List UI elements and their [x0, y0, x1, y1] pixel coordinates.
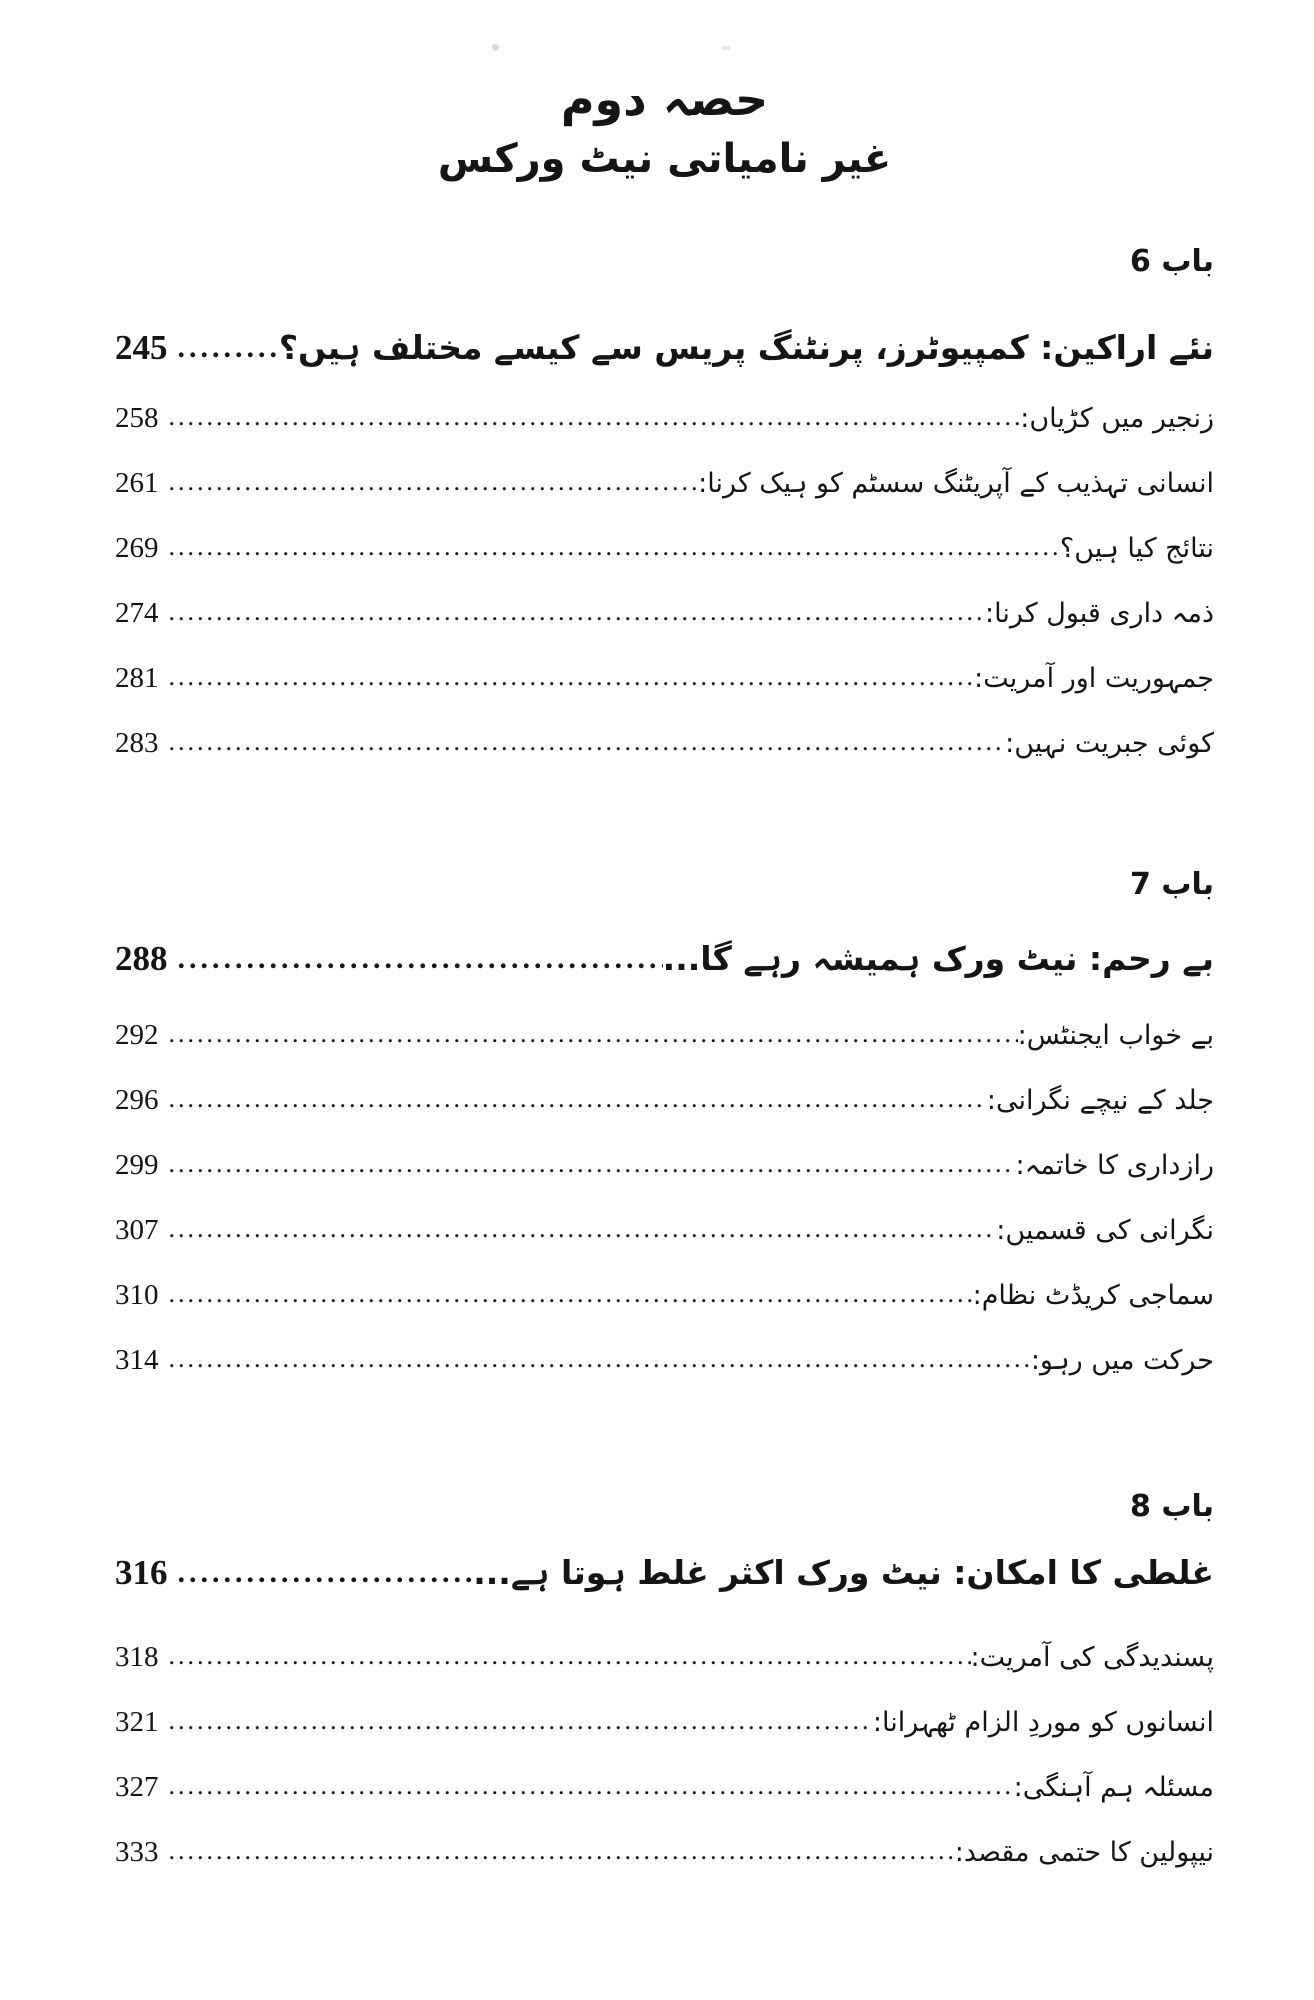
section-title: مسئلہ ہم آہنگی:: [1013, 1772, 1214, 1803]
section-page-number: 292: [115, 1019, 159, 1051]
section-title: رازداری کا خاتمہ:: [1015, 1150, 1214, 1181]
toc-row: [115, 400, 1214, 438]
section-page-number: 269: [115, 532, 159, 564]
scan-artifact-dot: [492, 44, 499, 51]
dot-leader: [165, 727, 1006, 757]
dot-leader: [165, 1344, 1031, 1374]
dot-leader: [165, 1214, 997, 1244]
dot-leader: [174, 942, 663, 976]
chapter-7-label: باب 7: [1130, 867, 1214, 902]
section-title: جلد کے نیچے نگرانی:: [986, 1085, 1214, 1116]
dot-leader: [174, 331, 279, 365]
section-title: انسانی تہذیب کے آپریٹنگ سسٹم کو ہیک کرنا:: [698, 468, 1214, 499]
chapter-page-number: 288: [115, 939, 168, 978]
dot-leader: [165, 597, 986, 627]
section-page-number: 333: [115, 1836, 159, 1868]
section-title: انسانوں کو موردِ الزام ٹھہرانا:: [872, 1707, 1214, 1738]
chapter-page-number: 316: [115, 1553, 168, 1592]
part-subtitle: غیر نامیاتی نیٹ ورکس: [437, 136, 892, 182]
chapter-page-number: 245: [115, 328, 168, 367]
section-page-number: 307: [115, 1214, 159, 1246]
dot-leader: [165, 1706, 873, 1736]
section-title: نگرانی کی قسمیں:: [996, 1215, 1214, 1246]
toc-row: [115, 530, 1214, 568]
section-page-number: 321: [115, 1706, 159, 1738]
toc-row: [115, 1704, 1214, 1742]
toc-row: [115, 1147, 1214, 1185]
section-title: کوئی جبریت نہیں:: [1005, 728, 1214, 759]
section-title: جمہوریت اور آمریت:: [974, 663, 1214, 694]
section-page-number: 310: [115, 1279, 159, 1311]
section-page-number: 274: [115, 597, 159, 629]
scan-artifact-dot: [722, 46, 731, 50]
toc-row: [115, 1017, 1214, 1055]
dot-leader: [174, 1556, 474, 1590]
chapter-7-title-row: [115, 931, 1214, 987]
section-title: ذمہ داری قبول کرنا:: [985, 598, 1214, 629]
dot-leader: [165, 402, 1021, 432]
toc-row: [115, 1639, 1214, 1677]
section-page-number: 299: [115, 1149, 159, 1181]
section-title: زنجیر میں کڑیاں:: [1020, 403, 1214, 434]
toc-row: [115, 465, 1214, 503]
chapter-6-label: باب 6: [1130, 244, 1214, 279]
dot-leader: [165, 1084, 987, 1114]
dot-leader: [165, 1836, 955, 1866]
dot-leader: [165, 1279, 973, 1309]
section-page-number: 258: [115, 402, 159, 434]
toc-row: [115, 1834, 1214, 1872]
section-title: نتائج کیا ہیں؟: [1059, 533, 1214, 564]
toc-row: [115, 1769, 1214, 1807]
chapter-6-title-row: [115, 320, 1214, 376]
part-title: حصہ دوم: [560, 72, 769, 126]
toc-row: [115, 660, 1214, 698]
toc-row: [115, 1082, 1214, 1120]
chapter-title: غلطی کا امکان: نیٹ ورک اکثر غلط ہوتا ہے...: [473, 1553, 1214, 1592]
section-page-number: 318: [115, 1641, 159, 1673]
chapter-8-title-row: [115, 1545, 1214, 1601]
section-page-number: 314: [115, 1344, 159, 1376]
dot-leader: [165, 1771, 1014, 1801]
section-title: سماجی کریڈٹ نظام:: [972, 1280, 1214, 1311]
section-page-number: 327: [115, 1771, 159, 1803]
toc-row: [115, 595, 1214, 633]
dot-leader: [165, 1149, 1016, 1179]
section-page-number: 261: [115, 467, 159, 499]
part-header: [115, 70, 1214, 190]
section-title: پسندیدگی کی آمریت:: [970, 1642, 1214, 1673]
dot-leader: [165, 1641, 971, 1671]
chapter-title: بے رحم: نیٹ ورک ہمیشہ رہے گا...: [662, 939, 1214, 978]
toc-row: [115, 1212, 1214, 1250]
section-page-number: 281: [115, 662, 159, 694]
section-page-number: 296: [115, 1084, 159, 1116]
chapter-8-sections: [115, 1639, 1214, 1872]
chapter-8-label: باب 8: [1130, 1489, 1214, 1524]
dot-leader: [165, 532, 1060, 562]
dot-leader: [165, 1019, 1018, 1049]
chapter-title: نئے اراکین: کمپیوٹرز، پرنٹنگ پریس سے کیسے مختلف ہیں؟: [278, 328, 1214, 367]
chapter-7-sections: [115, 1017, 1214, 1380]
dot-leader: [165, 467, 699, 497]
toc-row: [115, 1277, 1214, 1315]
toc-row: [115, 725, 1214, 763]
section-page-number: 283: [115, 727, 159, 759]
dot-leader: [165, 662, 975, 692]
section-title: بے خواب ایجنٹس:: [1017, 1020, 1214, 1051]
toc-row: [115, 1342, 1214, 1380]
chapter-6-sections: [115, 400, 1214, 763]
section-title: حرکت میں رہو:: [1030, 1345, 1214, 1376]
section-title: نیپولین کا حتمی مقصد:: [954, 1837, 1214, 1868]
